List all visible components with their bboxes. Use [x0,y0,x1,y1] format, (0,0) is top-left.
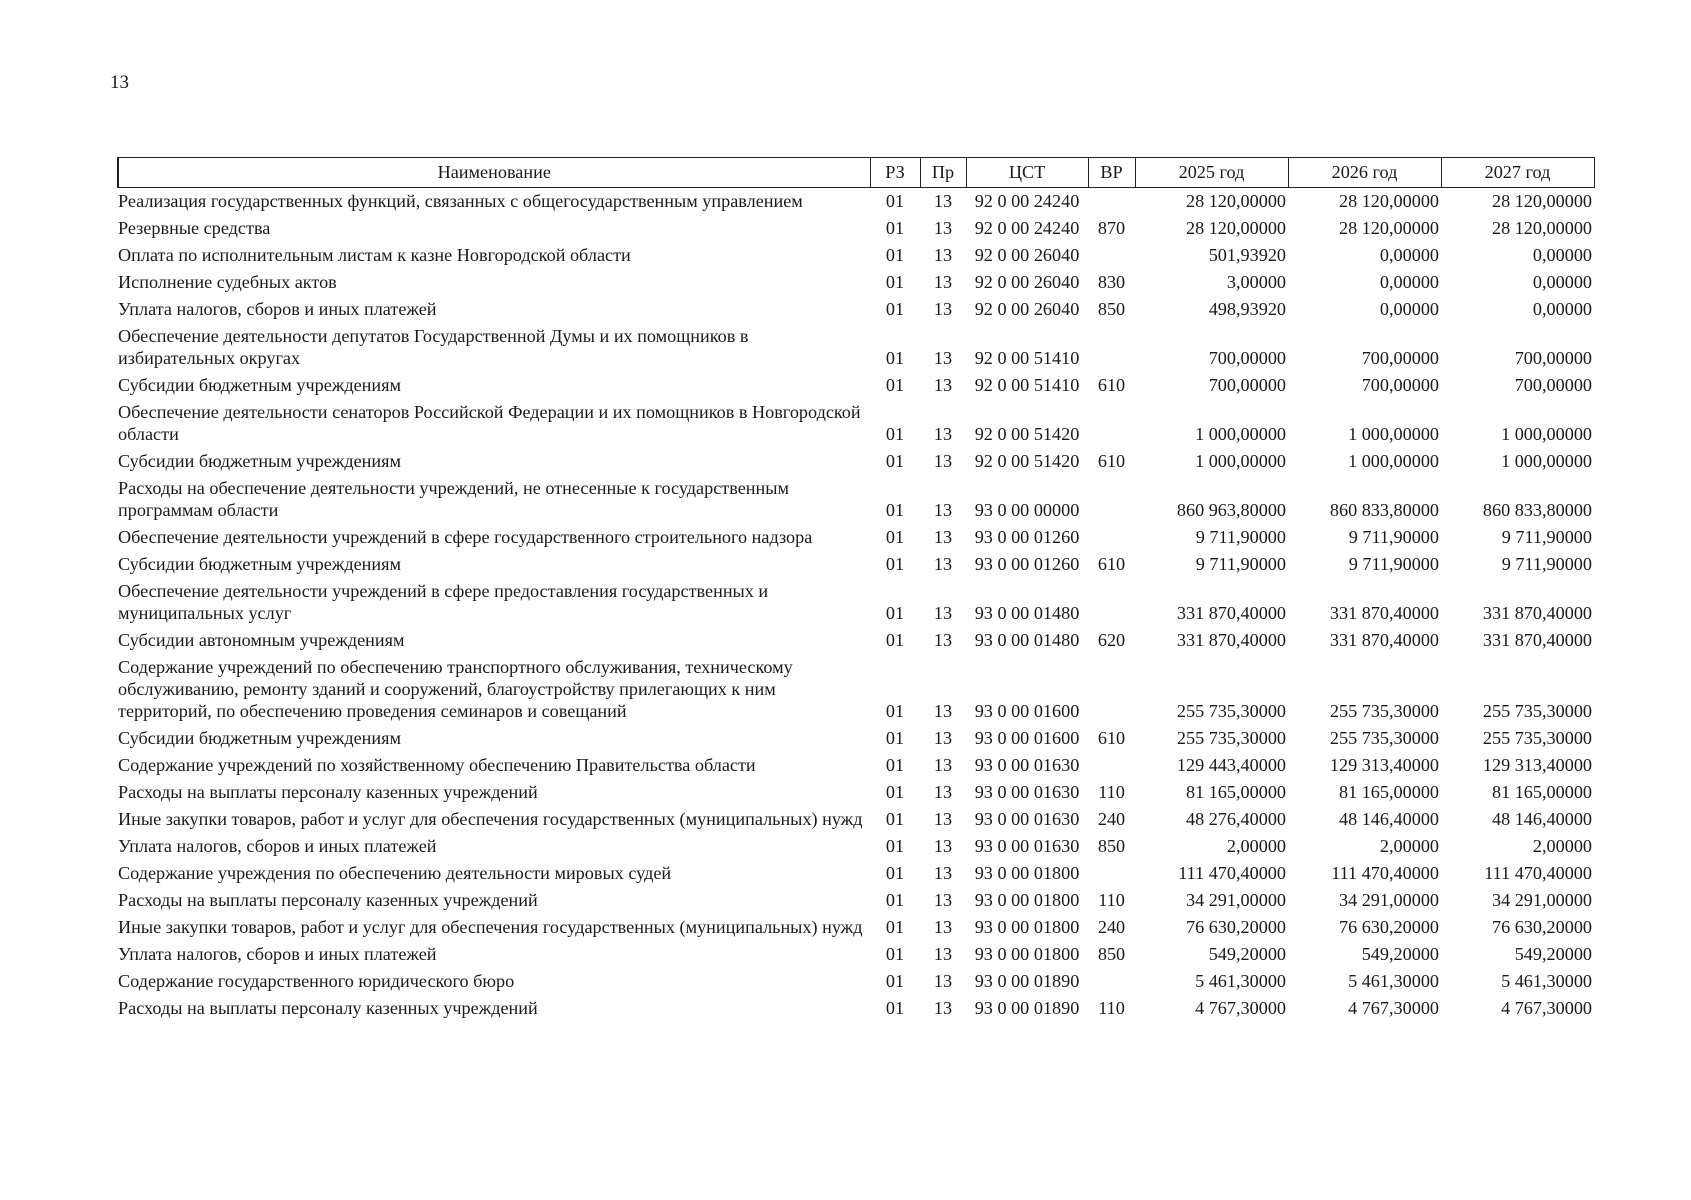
cell-cst: 93 0 00 01800 [974,890,1080,910]
table-row [118,995,1594,1022]
cell-2025: 3,00000 [1226,272,1286,292]
cell-rz: 01 [885,554,905,574]
cell-2027: 331 870,40000 [1482,603,1592,623]
cell-rz: 01 [885,299,905,319]
cell-cst: 92 0 00 24240 [974,191,1080,211]
table-row [118,372,1594,399]
cell-rz: 01 [885,944,905,964]
cell-pr: 13 [933,191,953,211]
cell-rz: 01 [885,272,905,292]
cell-2027: 28 120,00000 [1491,191,1592,211]
cell-vr: 610 [1097,728,1126,748]
cell-name: Обеспечение деятельности учреждений в сфере государственного строительного надзора [118,527,813,547]
cell-rz: 01 [885,500,905,520]
cell-2025: 700,00000 [1208,375,1286,395]
cell-rz: 01 [885,218,905,238]
cell-cst: 93 0 00 01630 [974,836,1080,856]
cell-cst: 92 0 00 51420 [974,424,1080,444]
cell-2026: 28 120,00000 [1338,218,1439,238]
table-row [118,448,1594,475]
cell-vr: 830 [1097,272,1126,292]
cell-vr [1088,524,1135,551]
cell-2025: 255 735,30000 [1176,728,1286,748]
cell-2025: 4 767,30000 [1195,998,1286,1018]
cell-2026: 549,20000 [1361,944,1439,964]
cell-2026: 331 870,40000 [1329,630,1439,650]
header-2026: 2026 год [1288,158,1441,188]
cell-vr: 610 [1097,375,1126,395]
cell-name: Уплата налогов, сборов и иных платежей [118,299,437,319]
cell-vr [1088,399,1135,448]
cell-name: Содержание учреждений по хозяйственному обеспечению Правительства области [118,755,756,775]
cell-2026: 129 313,40000 [1329,755,1439,775]
cell-2025: 34 291,00000 [1185,890,1286,910]
cell-cst: 93 0 00 01480 [974,630,1080,650]
cell-vr [1088,323,1135,372]
cell-cst: 93 0 00 01630 [974,755,1080,775]
cell-2027: 0,00000 [1532,299,1592,319]
table-row [118,914,1594,941]
cell-cst: 93 0 00 01800 [974,917,1080,937]
cell-name: Уплата налогов, сборов и иных платежей [118,944,437,964]
cell-vr: 110 [1098,998,1125,1018]
table-row [118,578,1594,627]
cell-cst: 92 0 00 24240 [974,218,1080,238]
cell-rz: 01 [885,890,905,910]
cell-2025: 5 461,30000 [1195,971,1286,991]
cell-pr: 13 [933,809,953,829]
table-row [118,752,1594,779]
header-cst: ЦСТ [966,158,1088,188]
cell-2026: 1 000,00000 [1348,424,1439,444]
table-row [118,833,1594,860]
cell-rz: 01 [885,998,905,1018]
cell-2026: 48 146,40000 [1338,809,1439,829]
cell-2026: 700,00000 [1361,375,1439,395]
cell-2026: 2,00000 [1379,836,1439,856]
table-row [118,475,1594,524]
cell-cst: 93 0 00 01890 [974,998,1080,1018]
cell-name: Обеспечение деятельности сенаторов Российской Федерации и их помощников в Новгородской области [118,402,861,444]
cell-2025: 255 735,30000 [1176,701,1286,721]
cell-name: Обеспечение деятельности учреждений в сфере предоставления государственных и муниципальных услуг [118,581,769,623]
header-vr: ВР [1088,158,1135,188]
cell-2025: 1 000,00000 [1195,424,1286,444]
cell-name: Субсидии бюджетным учреждениям [118,728,402,748]
cell-2026: 34 291,00000 [1338,890,1439,910]
cell-vr: 240 [1097,809,1126,829]
table-row [118,627,1594,654]
cell-rz: 01 [885,424,905,444]
cell-name: Субсидии бюджетным учреждениям [118,375,402,395]
cell-2027: 76 630,20000 [1491,917,1592,937]
cell-vr [1088,654,1135,725]
cell-2027: 111 470,40000 [1484,863,1592,883]
cell-cst: 93 0 00 01890 [974,971,1080,991]
cell-2025: 9 711,90000 [1195,554,1286,574]
header-pr: Пр [920,158,966,188]
cell-2027: 5 461,30000 [1501,971,1592,991]
cell-2026: 76 630,20000 [1338,917,1439,937]
cell-pr: 13 [933,451,953,471]
cell-cst: 93 0 00 01260 [974,527,1080,547]
cell-vr: 850 [1097,299,1126,319]
header-2027: 2027 год [1441,158,1594,188]
cell-2027: 0,00000 [1532,272,1592,292]
cell-pr: 13 [933,630,953,650]
cell-pr: 13 [933,701,953,721]
cell-2027: 9 711,90000 [1501,527,1592,547]
cell-2027: 255 735,30000 [1482,701,1592,721]
cell-2025: 2,00000 [1226,836,1286,856]
cell-2025: 501,93920 [1208,245,1286,265]
cell-rz: 01 [885,809,905,829]
cell-name: Субсидии бюджетным учреждениям [118,554,402,574]
cell-rz: 01 [885,755,905,775]
cell-pr: 13 [933,527,953,547]
cell-pr: 13 [933,836,953,856]
table-row [118,725,1594,752]
table-row [118,296,1594,323]
cell-2025: 700,00000 [1208,348,1286,368]
table-row [118,968,1594,995]
cell-cst: 92 0 00 51420 [974,451,1080,471]
cell-2027: 255 735,30000 [1482,728,1592,748]
cell-2027: 700,00000 [1514,375,1592,395]
cell-2026: 860 833,80000 [1329,500,1439,520]
cell-vr [1088,860,1135,887]
cell-2027: 0,00000 [1532,245,1592,265]
cell-rz: 01 [885,782,905,802]
cell-cst: 93 0 00 01480 [974,603,1080,623]
cell-rz: 01 [885,630,905,650]
cell-vr: 870 [1097,218,1126,238]
header-row [118,158,1594,188]
cell-2025: 28 120,00000 [1185,191,1286,211]
cell-vr: 110 [1098,890,1125,910]
cell-2026: 1 000,00000 [1348,451,1439,471]
cell-2026: 255 735,30000 [1329,701,1439,721]
cell-pr: 13 [933,603,953,623]
table-row [118,323,1594,372]
cell-rz: 01 [885,451,905,471]
cell-name: Содержание государственного юридического бюро [118,971,515,991]
cell-pr: 13 [933,728,953,748]
cell-pr: 13 [933,998,953,1018]
cell-vr [1088,578,1135,627]
cell-vr: 240 [1097,917,1126,937]
cell-pr: 13 [933,500,953,520]
cell-2027: 4 767,30000 [1501,998,1592,1018]
table-row [118,399,1594,448]
cell-2025: 860 963,80000 [1176,500,1286,520]
table-row [118,860,1594,887]
cell-2027: 2,00000 [1532,836,1592,856]
cell-2025: 48 276,40000 [1185,809,1286,829]
cell-2026: 0,00000 [1379,299,1439,319]
table-row [118,215,1594,242]
cell-2025: 76 630,20000 [1185,917,1286,937]
cell-2026: 331 870,40000 [1329,603,1439,623]
cell-pr: 13 [933,944,953,964]
page-number: 13 [110,72,129,93]
cell-2026: 9 711,90000 [1348,554,1439,574]
cell-cst: 93 0 00 01600 [974,701,1080,721]
cell-2027: 129 313,40000 [1482,755,1592,775]
cell-2027: 1 000,00000 [1501,451,1592,471]
cell-2025: 111 470,40000 [1178,863,1286,883]
budget-table [117,157,1595,1022]
cell-name: Иные закупки товаров, работ и услуг для обеспечения государственных (муниципальных) нужд [118,809,863,829]
cell-rz: 01 [885,863,905,883]
cell-pr: 13 [933,554,953,574]
cell-rz: 01 [885,917,905,937]
cell-2025: 549,20000 [1208,944,1286,964]
cell-name: Субсидии автономным учреждениям [118,630,405,650]
cell-2025: 331 870,40000 [1176,630,1286,650]
cell-vr: 610 [1097,451,1126,471]
cell-pr: 13 [933,218,953,238]
cell-vr [1088,968,1135,995]
cell-rz: 01 [885,375,905,395]
header-name: Наименование [118,158,870,188]
cell-2027: 860 833,80000 [1482,500,1592,520]
cell-pr: 13 [933,782,953,802]
cell-cst: 92 0 00 51410 [974,375,1080,395]
cell-pr: 13 [933,299,953,319]
cell-name: Иные закупки товаров, работ и услуг для обеспечения государственных (муниципальных) нужд [118,917,863,937]
cell-vr: 610 [1097,554,1126,574]
table-row [118,779,1594,806]
cell-2027: 549,20000 [1514,944,1592,964]
cell-cst: 93 0 00 01600 [974,728,1080,748]
cell-2026: 9 711,90000 [1348,527,1439,547]
cell-name: Реализация государственных функций, связанных с общегосударственным управлением [118,191,803,211]
cell-rz: 01 [885,728,905,748]
cell-vr [1088,752,1135,779]
cell-cst: 92 0 00 51410 [974,348,1080,368]
cell-pr: 13 [933,375,953,395]
header-rz: РЗ [870,158,920,188]
cell-name: Расходы на выплаты персоналу казенных учреждений [118,890,538,910]
cell-2026: 0,00000 [1379,272,1439,292]
cell-2026: 111 470,40000 [1331,863,1439,883]
cell-cst: 93 0 00 01800 [974,863,1080,883]
cell-2027: 48 146,40000 [1491,809,1592,829]
header-2025: 2025 год [1135,158,1288,188]
cell-cst: 92 0 00 26040 [974,299,1080,319]
cell-rz: 01 [885,527,905,547]
cell-name: Оплата по исполнительным листам к казне Новгородской области [118,245,631,265]
cell-2026: 700,00000 [1361,348,1439,368]
cell-2027: 1 000,00000 [1501,424,1592,444]
cell-vr: 850 [1097,944,1126,964]
cell-2027: 9 711,90000 [1501,554,1592,574]
cell-rz: 01 [885,191,905,211]
table-row [118,524,1594,551]
cell-2027: 81 165,00000 [1491,782,1592,802]
cell-2026: 81 165,00000 [1338,782,1439,802]
cell-name: Резервные средства [118,218,271,238]
cell-name: Исполнение судебных актов [118,272,337,292]
cell-pr: 13 [933,348,953,368]
cell-2026: 5 461,30000 [1348,971,1439,991]
cell-rz: 01 [885,348,905,368]
table-row [118,551,1594,578]
cell-vr [1088,475,1135,524]
cell-2025: 498,93920 [1208,299,1286,319]
table-body [118,188,1594,1023]
table-row [118,941,1594,968]
cell-cst: 93 0 00 01260 [974,554,1080,574]
cell-2025: 331 870,40000 [1176,603,1286,623]
cell-2025: 9 711,90000 [1195,527,1286,547]
cell-name: Содержание учреждений по обеспечению транспортного обслуживания, техническому обслуживанию, ремонту зданий и сооружений, благоустройству прилегающих к ним территорий, по обеспечению проведения семинаров и совещаний [118,657,793,721]
cell-vr: 110 [1098,782,1125,802]
cell-vr [1088,242,1135,269]
cell-name: Расходы на обеспечение деятельности учреждений, не отнесенные к государственным программам области [118,478,789,520]
cell-2027: 28 120,00000 [1491,218,1592,238]
cell-vr: 850 [1097,836,1126,856]
cell-pr: 13 [933,424,953,444]
cell-name: Обеспечение деятельности депутатов Государственной Думы и их помощников в избирательных округах [118,326,749,368]
cell-pr: 13 [933,917,953,937]
cell-pr: 13 [933,890,953,910]
cell-2027: 34 291,00000 [1491,890,1592,910]
cell-2025: 1 000,00000 [1195,451,1286,471]
cell-cst: 93 0 00 01800 [974,944,1080,964]
cell-pr: 13 [933,272,953,292]
table-header [118,158,1594,188]
cell-vr [1088,188,1135,216]
table-row [118,806,1594,833]
cell-cst: 93 0 00 01630 [974,782,1080,802]
table-row [118,188,1594,216]
cell-cst: 93 0 00 01630 [974,809,1080,829]
cell-2025: 129 443,40000 [1176,755,1286,775]
cell-rz: 01 [885,701,905,721]
cell-name: Субсидии бюджетным учреждениям [118,451,402,471]
cell-pr: 13 [933,245,953,265]
cell-cst: 92 0 00 26040 [974,245,1080,265]
cell-rz: 01 [885,836,905,856]
cell-name: Содержание учреждения по обеспечению деятельности мировых судей [118,863,672,883]
cell-2026: 0,00000 [1379,245,1439,265]
table-row [118,654,1594,725]
cell-cst: 93 0 00 00000 [974,500,1080,520]
cell-2025: 81 165,00000 [1185,782,1286,802]
cell-pr: 13 [933,755,953,775]
cell-2025: 28 120,00000 [1185,218,1286,238]
cell-rz: 01 [885,603,905,623]
cell-cst: 92 0 00 26040 [974,272,1080,292]
cell-pr: 13 [933,971,953,991]
cell-2027: 700,00000 [1514,348,1592,368]
cell-2026: 255 735,30000 [1329,728,1439,748]
cell-name: Уплата налогов, сборов и иных платежей [118,836,437,856]
table-row [118,242,1594,269]
cell-name: Расходы на выплаты персоналу казенных учреждений [118,782,538,802]
cell-2026: 28 120,00000 [1338,191,1439,211]
cell-vr: 620 [1097,630,1126,650]
cell-rz: 01 [885,971,905,991]
table-row [118,887,1594,914]
cell-name: Расходы на выплаты персоналу казенных учреждений [118,998,538,1018]
cell-rz: 01 [885,245,905,265]
cell-2027: 331 870,40000 [1482,630,1592,650]
table-row [118,269,1594,296]
cell-pr: 13 [933,863,953,883]
cell-2026: 4 767,30000 [1348,998,1439,1018]
